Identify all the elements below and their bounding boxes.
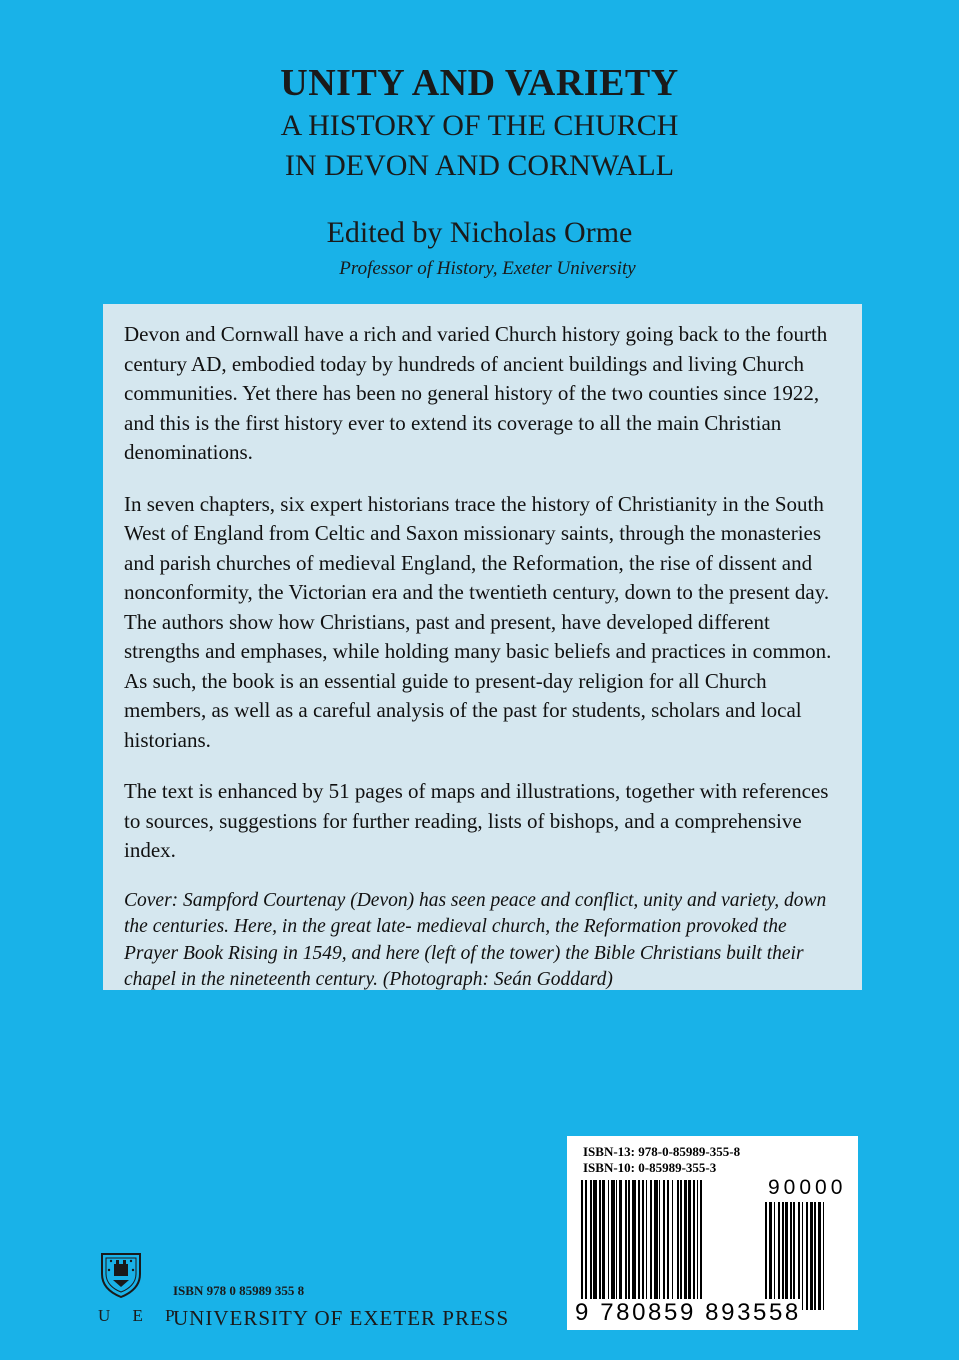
barcode-bar [585,1180,587,1318]
publisher-isbn: ISBN 978 0 85989 355 8 [173,1283,305,1298]
book-subtitle-line1: A HISTORY OF THE CHURCH [280,109,679,142]
barcode-bar [774,1202,775,1310]
barcode-bar [793,1202,795,1310]
book-title: UNITY AND VARIETY [280,62,679,104]
barcode-bar [684,1180,687,1308]
barcode-bar [823,1202,824,1310]
book-subtitle-line2: IN DEVON AND CORNWALL [284,149,675,182]
barcode-bar [782,1202,784,1310]
blurb-paragraph-3: The text is enhanced by 51 pages of maps and illustrations, together with references to sources, suggestions for further reading, lists of bishops, and a comprehensive index. [124,779,829,862]
barcode-bar [802,1202,803,1310]
blurb-paragraph-1: Devon and Cornwall have a rich and varied Church history going back to the fourth century AD, embodied today by hundreds of ancient buildings and living Church communities. Yet there has been no general history of the two counties since 1922, and this is the first history ever to extend its coverage to all the main Christian denominations. [124,322,828,464]
barcode-bar [581,1180,583,1318]
barcode-bar [611,1180,615,1308]
barcode-bar [697,1180,698,1308]
ean-digits: 9 780859 893558 [575,1299,801,1326]
barcode-bar [672,1180,673,1308]
barcode-bar [619,1180,622,1308]
barcode-bar [663,1180,665,1308]
barcode-bar [599,1180,601,1308]
barcode-bar [628,1180,630,1308]
barcode-bar [810,1202,813,1310]
barcode-bar [806,1202,808,1310]
barcode-bar [608,1180,609,1308]
barcode-bar [778,1202,780,1310]
barcode-box [567,1136,858,1330]
editor-credit: Edited by Nicholas Orme [326,216,633,249]
cover-photo-note: Cover: Sampford Courtenay (Devon) has seen peace and conflict, unity and variety, down the centuries. Here, in the great late- medieval church, the Reformation provoked the Prayer Book Rising in 1549, and here (left of the tower) the Bible Christians built their chapel in the nineteenth century. (Photograph: Seán Goddard) [124,889,827,990]
barcode-bar [798,1202,800,1310]
barcode-bar [650,1180,652,1308]
barcode-bar [677,1180,679,1308]
barcode-bar [769,1202,772,1310]
blurb-panel [103,304,862,990]
barcode-bar [625,1180,627,1308]
isbn10-label: ISBN-10: 0-85989-355-3 [583,1160,717,1175]
barcode-bar [693,1180,695,1308]
blurb-paragraph-2: In seven chapters, six expert historians trace the history of Christianity in the South West of England from Celtic and Saxon missionary saints, through the monasteries and parish churches of medieval England, the Reformation, the rise of dissent and nonconformity, the Victorian era and the twentieth century, down to the present day. The authors show how Christians, past and present, have developed different strengths and emphases, while holding many basic beliefs and practices in common. As such, the book is an essential guide to present-day religion for all Church members, as well as a careful analysis of the past for students, scholars and local historians. [124,491,832,752]
barcode-bar [646,1180,647,1308]
ean-barcode-bars [581,1180,757,1318]
uep-abbrev: U E P [98,1306,184,1325]
barcode-bar [659,1180,660,1308]
barcode-bar [688,1180,691,1308]
barcode-bar [818,1202,821,1310]
barcode-bar [765,1202,767,1310]
barcode-bar [590,1180,592,1308]
publisher-name: UNIVERSITY OF EXETER PRESS [173,1306,510,1330]
barcode-bar [785,1202,788,1310]
barcode-addon-digits: 90000 [768,1176,847,1199]
barcode-bar [593,1180,597,1308]
barcode-bar [642,1180,644,1308]
barcode-bar [638,1180,640,1308]
barcode-bar [632,1180,636,1308]
isbn13-label: ISBN-13: 978-0-85989-355-8 [583,1144,741,1159]
title-block [0,60,959,186]
barcode-bar [700,1180,702,1308]
barcode-bar [790,1202,792,1310]
barcode-bar [680,1180,682,1308]
barcode-bar [814,1202,816,1310]
exeter-crest-icon [99,1250,143,1298]
barcode-bar [616,1180,617,1308]
barcode-bar [667,1180,669,1308]
editor-role: Professor of History, Exeter University [339,258,636,279]
barcode-bar [654,1180,658,1308]
barcode-bar [602,1180,605,1308]
